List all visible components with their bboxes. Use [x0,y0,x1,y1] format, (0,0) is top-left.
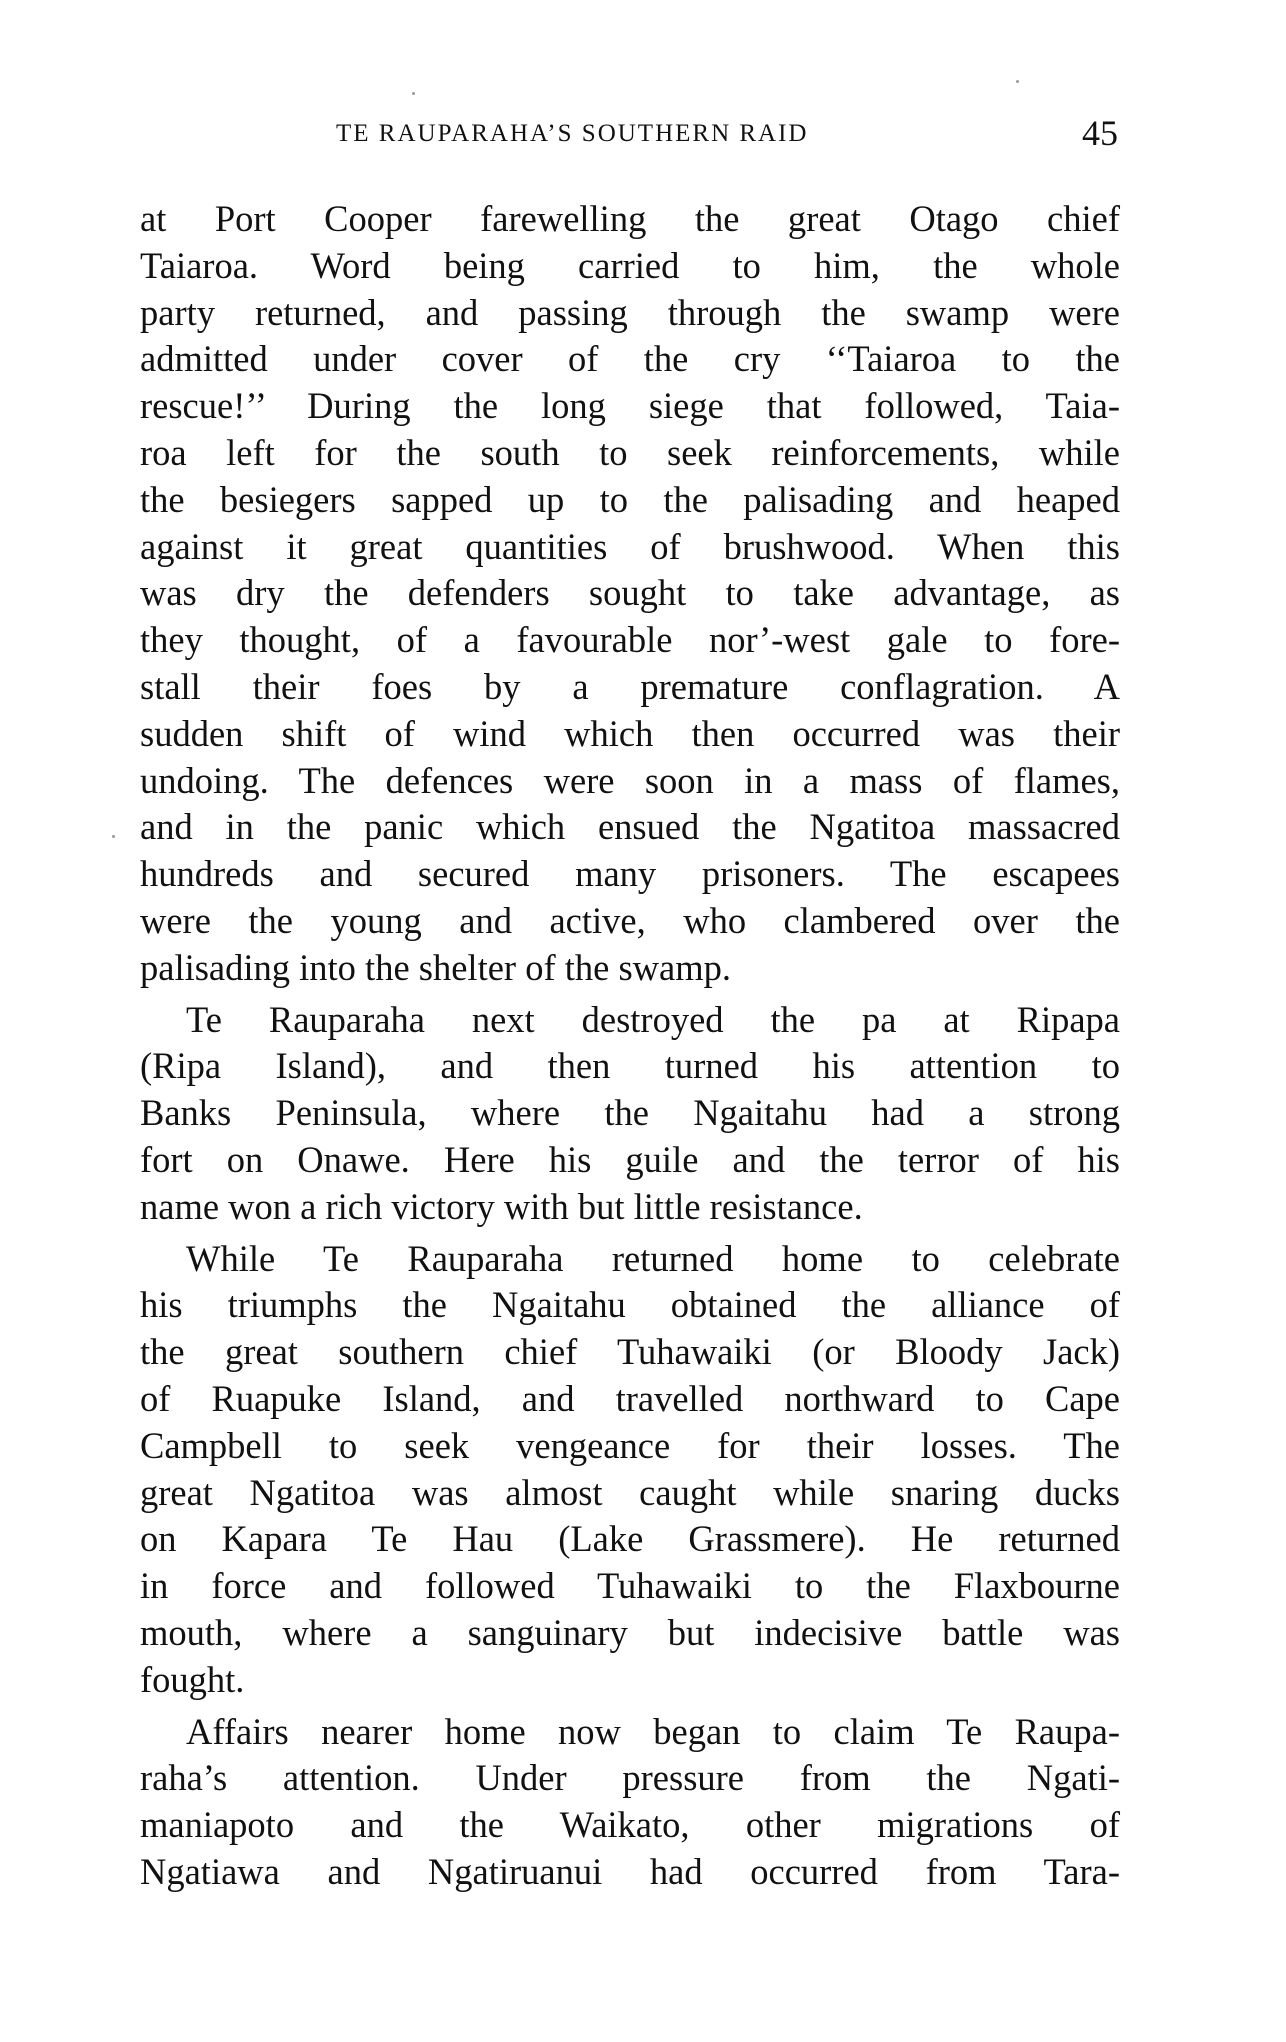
text-line: the great southern chief Tuhawaiki (or Bloody Jack) [140,1331,1120,1373]
text-line: (Ripa Island), and then turned his attention to [140,1045,1120,1087]
text-line: were the young and active, who clambered over the [140,899,1120,941]
text-line: sudden shift of wind which then occurred was their [140,712,1120,754]
text-line: name won a rich victory with but little resistance. [140,1185,863,1227]
text-line: stall their foes by a premature conflagration. A [140,665,1120,707]
text-line: admitted under cover of the cry ‘‘Taiaroa to the [140,338,1120,380]
paragraph [140,997,1120,1231]
text-line: palisading into the shelter of the swamp. [140,946,731,988]
text-line: of Ruapuke Island, and travelled northward to Cape [140,1377,1120,1419]
text-line: Campbell to seek vengeance for their losses. The [140,1424,1120,1466]
text-line: in force and followed Tuhawaiki to the Flaxbourne [140,1565,1120,1607]
text-line: Ngatiawa and Ngatiruanui had occurred from Tara- [140,1850,1120,1892]
text-line: roa left for the south to seek reinforcements, while [140,431,1120,473]
text-line: Taiaroa. Word being carried to him, the whole [140,244,1120,286]
text-line: on Kapara Te Hau (Lake Grassmere). He returned [140,1518,1120,1560]
text-line: Te Rauparaha next destroyed the pa at Ripapa [186,998,1120,1040]
page-number: 45 [1082,113,1118,153]
text-line: at Port Cooper farewelling the great Otago chief [140,198,1120,239]
text-line: maniapoto and the Waikato, other migrations of [140,1804,1120,1846]
text-line: was dry the defenders sought to take advantage, as [140,572,1120,614]
text-line: great Ngatitoa was almost caught while snaring ducks [140,1471,1120,1513]
paper-speck [412,92,415,95]
paragraph [140,1236,1120,1704]
paragraph [140,1709,1120,1896]
text-line: party returned, and passing through the swamp were [140,291,1120,333]
running-title: TE RAUPARAHA’S SOUTHERN RAID [336,120,809,147]
body-text [140,196,1120,1896]
text-line: fought. [140,1658,245,1700]
text-line: the besiegers sapped up to the palisading and heaped [140,478,1120,520]
paper-speck [112,835,115,838]
paragraph [140,196,1120,992]
text-line: mouth, where a sanguinary but indecisive battle was [140,1611,1120,1653]
text-line: hundreds and secured many prisoners. The escapees [140,853,1120,895]
running-head [140,112,1120,162]
text-line: fort on Onawe. Here his guile and the terror of his [140,1138,1120,1180]
text-line: and in the panic which ensued the Ngatitoa massacred [140,806,1120,848]
text-line: Affairs nearer home now began to claim Te Raupa- [186,1710,1120,1752]
text-line: against it great quantities of brushwood. When this [140,525,1120,567]
text-line: While Te Rauparaha returned home to celebrate [186,1237,1120,1279]
paper-speck [1016,80,1019,83]
text-line: Banks Peninsula, where the Ngaitahu had a strong [140,1092,1120,1134]
text-line: raha’s attention. Under pressure from the Ngati- [140,1757,1120,1799]
text-line: undoing. The defences were soon in a mass of flames, [140,759,1120,801]
text-line: his triumphs the Ngaitahu obtained the alliance of [140,1284,1120,1326]
text-line: they thought, of a favourable nor’-west gale to fore- [140,619,1120,661]
text-line: rescue!’’ During the long siege that followed, Taia- [140,385,1120,427]
